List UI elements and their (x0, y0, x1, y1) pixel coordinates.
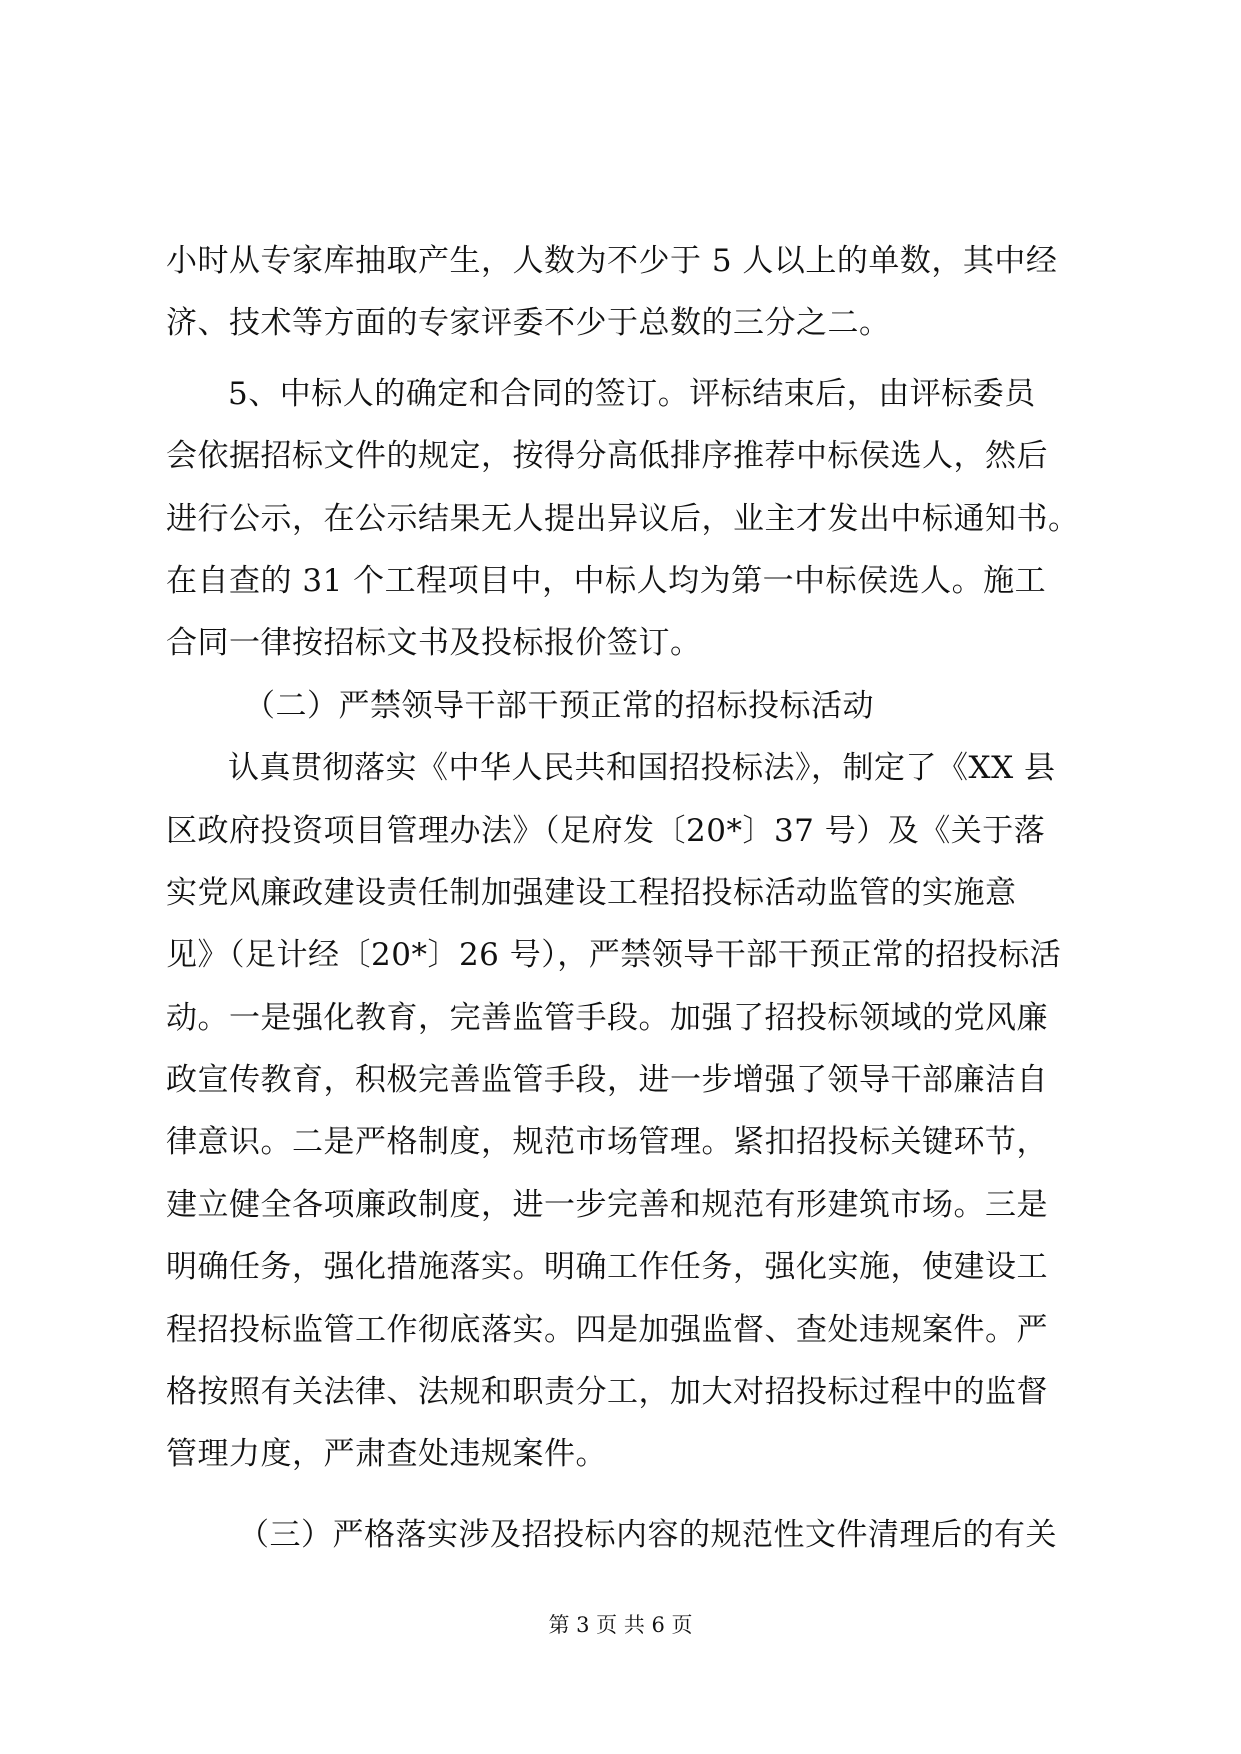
body-text-line: 认真贯彻落实《中华人民共和国招投标法》，制定了《XX 县 (228, 750, 1056, 787)
body-text-line: 程招投标监管工作彻底落实。四是加强监督、查处违规案件。严 (166, 1311, 1048, 1348)
section-heading-3: （三）严格落实涉及招投标内容的规范性文件清理后的有关 (238, 1516, 1057, 1553)
body-text-line: 会依据招标文件的规定，按得分高低排序推荐中标侯选人，然后 (166, 438, 1048, 475)
paragraph-heading-5: 5、中标人的确定和合同的签订。评标结束后，由评标委员 (228, 375, 1036, 412)
body-text-line: 进行公示，在公示结果无人提出异议后，业主才发出中标通知书。 (166, 500, 1080, 537)
body-text-line: 动。一是强化教育，完善监管手段。加强了招投标领域的党风廉 (166, 999, 1048, 1036)
body-text-line: 在自查的 31 个工程项目中，中标人均为第一中标侯选人。施工 (166, 562, 1047, 599)
body-text-line: 济、技术等方面的专家评委不少于总数的三分之二。 (166, 305, 891, 342)
body-text-line: 律意识。二是严格制度，规范市场管理。紧扣招投标关键环节， (166, 1124, 1048, 1161)
body-text-line: 合同一律按招标文书及投标报价签订。 (166, 625, 702, 662)
document-body (166, 230, 1078, 1566)
section-heading-2: （二）严禁领导干部干预正常的招标投标活动 (244, 687, 874, 724)
body-text-line: 实党风廉政建设责任制加强建设工程招投标活动监管的实施意 (166, 874, 1017, 911)
body-text-line: 建立健全各项廉政制度，进一步完善和规范有形建筑市场。三是 (166, 1186, 1048, 1223)
body-text-line: 见》（足计经〔20*〕26 号），严禁领导干部干预正常的招投标活 (166, 937, 1062, 974)
body-text-line: 政宣传教育，积极完善监管手段，进一步增强了领导干部廉洁自 (166, 1062, 1048, 1099)
body-text-line: 明确任务，强化措施落实。明确工作任务，强化实施，使建设工 (166, 1249, 1048, 1286)
body-text-line: 管理力度，严肃查处违规案件。 (166, 1436, 607, 1473)
page-number-footer: 第 3 页 共 6 页 (548, 1613, 693, 1637)
body-text-line: 小时从专家库抽取产生，人数为不少于 5 人以上的单数，其中经 (166, 243, 1058, 279)
body-text-line: 区政府投资项目管理办法》（足府发〔20*〕37 号）及《关于落 (166, 812, 1046, 849)
body-text-line: 格按照有关法律、法规和职责分工，加大对招投标过程中的监督 (166, 1374, 1048, 1411)
